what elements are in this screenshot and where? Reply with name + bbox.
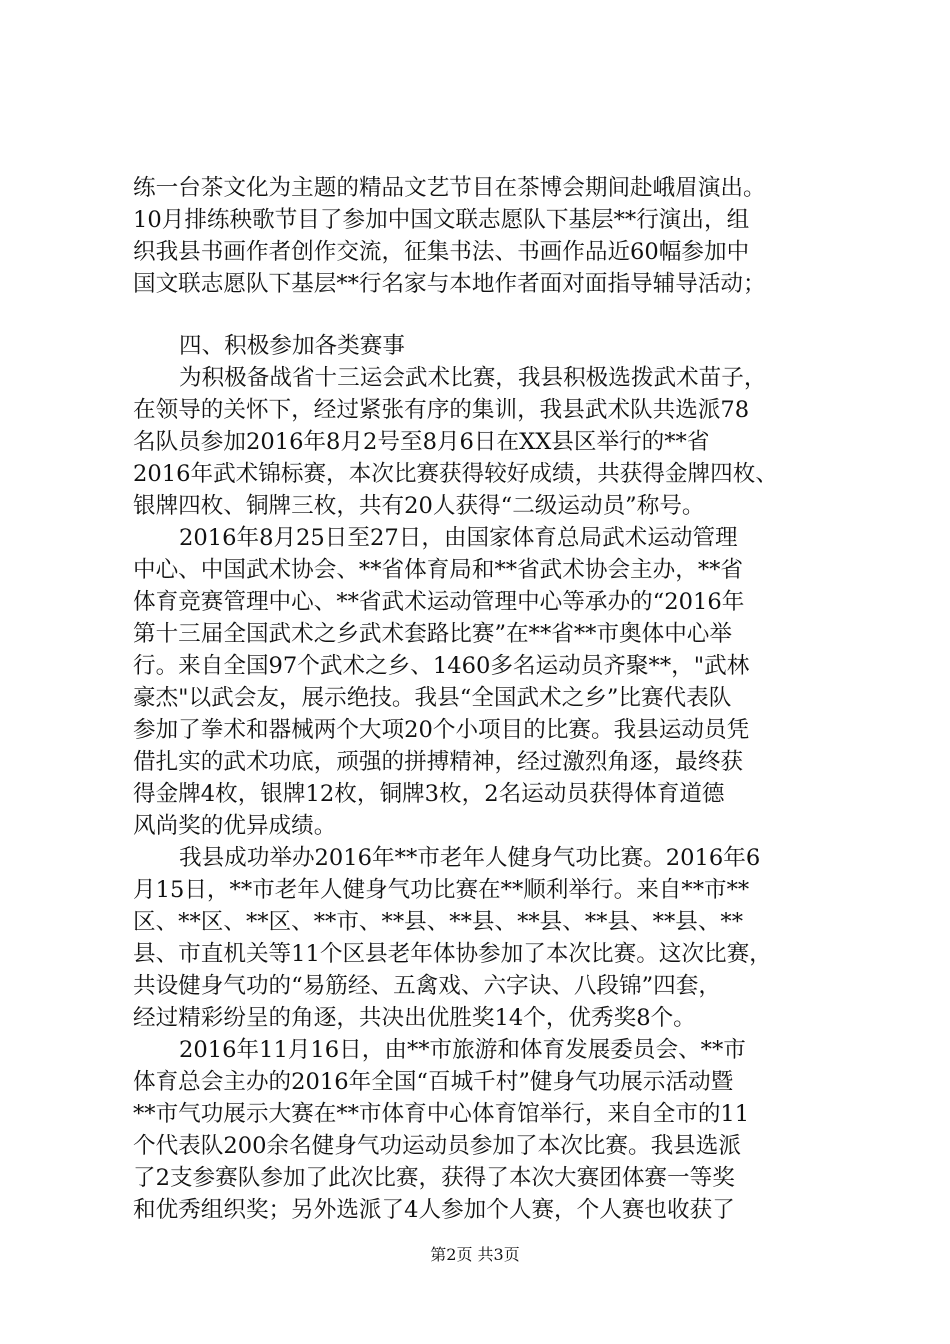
text-line: 我县成功举办2016年**市老年人健身气功比赛。2016年6 [179, 845, 761, 871]
text-line: 在领导的关怀下，经过紧张有序的集训，我县武术队共选派78 [133, 397, 750, 423]
paragraph [133, 842, 823, 1034]
section-heading: 四、积极参加各类赛事 [179, 333, 405, 359]
text-line: 月15日，**市老年人健身气功比赛在**顺利举行。来自**市** [133, 877, 750, 903]
text-line: 2016年武术锦标赛，本次比赛获得较好成绩，共获得金牌四枚、 [133, 461, 778, 487]
text-line: 2016年8月25日至27日，由国家体育总局武术运动管理 [179, 525, 738, 551]
text-line: 体育竞赛管理中心、**省武术运动管理中心等承办的“2016年 [133, 589, 745, 615]
paragraph-gap [133, 300, 823, 330]
paragraph [133, 362, 823, 522]
text-line: 为积极备战省十三运会武术比赛，我县积极选拨武术苗子， [179, 365, 767, 391]
text-line: 2016年11月16日，由**市旅游和体育发展委员会、**市 [179, 1037, 746, 1063]
text-line: 个代表队200余名健身气功运动员参加了本次比赛。我县选派 [133, 1133, 741, 1159]
page-number-footer: 第2页 共3页 [430, 1245, 520, 1264]
text-line: 豪杰"以武会友，展示绝技。我县“全国武术之乡”比赛代表队 [133, 685, 732, 711]
text-line: 得金牌4枚，银牌12枚，铜牌3枚，2名运动员获得体育道德 [133, 781, 725, 807]
text-line: 第十三届全国武术之乡武术套路比赛”在**省**市奥体中心举 [133, 621, 732, 647]
text-line: 中心、中国武术协会、**省体育局和**省武术协会主办，**省 [133, 557, 744, 583]
text-line: 风尚奖的优异成绩。 [133, 813, 337, 839]
text-line: 名队员参加2016年8月2号至8月6日在XX县区举行的**省 [133, 429, 710, 455]
paragraph [133, 1034, 823, 1226]
document-body [133, 172, 823, 1226]
text-line: 织我县书画作者创作交流，征集书法、书画作品近60幅参加中 [133, 239, 750, 265]
text-line: 国文联志愿队下基层**行名家与本地作者面对面指导辅导活动； [133, 271, 766, 297]
text-line: 和优秀组织奖；另外选派了4人参加个人赛，个人赛也收获了 [133, 1197, 735, 1223]
text-line: 经过精彩纷呈的角逐，共决出优胜奖14个，优秀奖8个。 [133, 1005, 696, 1031]
text-line: 10月排练秧歌节目了参加中国文联志愿队下基层**行演出，组 [133, 207, 750, 233]
paragraph [133, 522, 823, 842]
text-line: 练一台茶文化为主题的精品文艺节目在茶博会期间赴峨眉演出。 [133, 175, 766, 201]
text-line: 了2支参赛队参加了此次比赛，获得了本次大赛团体赛一等奖 [133, 1165, 735, 1191]
text-line: 体育总会主办的2016年全国“百城千村”健身气功展示活动暨 [133, 1069, 734, 1095]
paragraph-continuation [133, 172, 823, 300]
text-line: 借扎实的武术功底，顽强的拼搏精神，经过激烈角逐，最终获 [133, 749, 744, 775]
text-line: 区、**区、**区、**市、**县、**县、**县、**县、**县、** [133, 909, 744, 935]
text-line: **市气功展示大赛在**市体育中心体育馆举行，来自全市的11 [133, 1101, 750, 1127]
text-line: 县、市直机关等11个区县老年体协参加了本次比赛。这次比赛， [133, 941, 772, 967]
text-line: 银牌四枚、铜牌三枚，共有20人获得“二级运动员”称号。 [133, 493, 705, 519]
text-line: 行。来自全国97个武术之乡、1460多名运动员齐聚**，"武林 [133, 653, 750, 679]
text-line: 共设健身气功的“易筋经、五禽戏、六字诀、八段锦”四套， [133, 973, 721, 999]
text-line: 参加了拳术和器械两个大项20个小项目的比赛。我县运动员凭 [133, 717, 750, 743]
